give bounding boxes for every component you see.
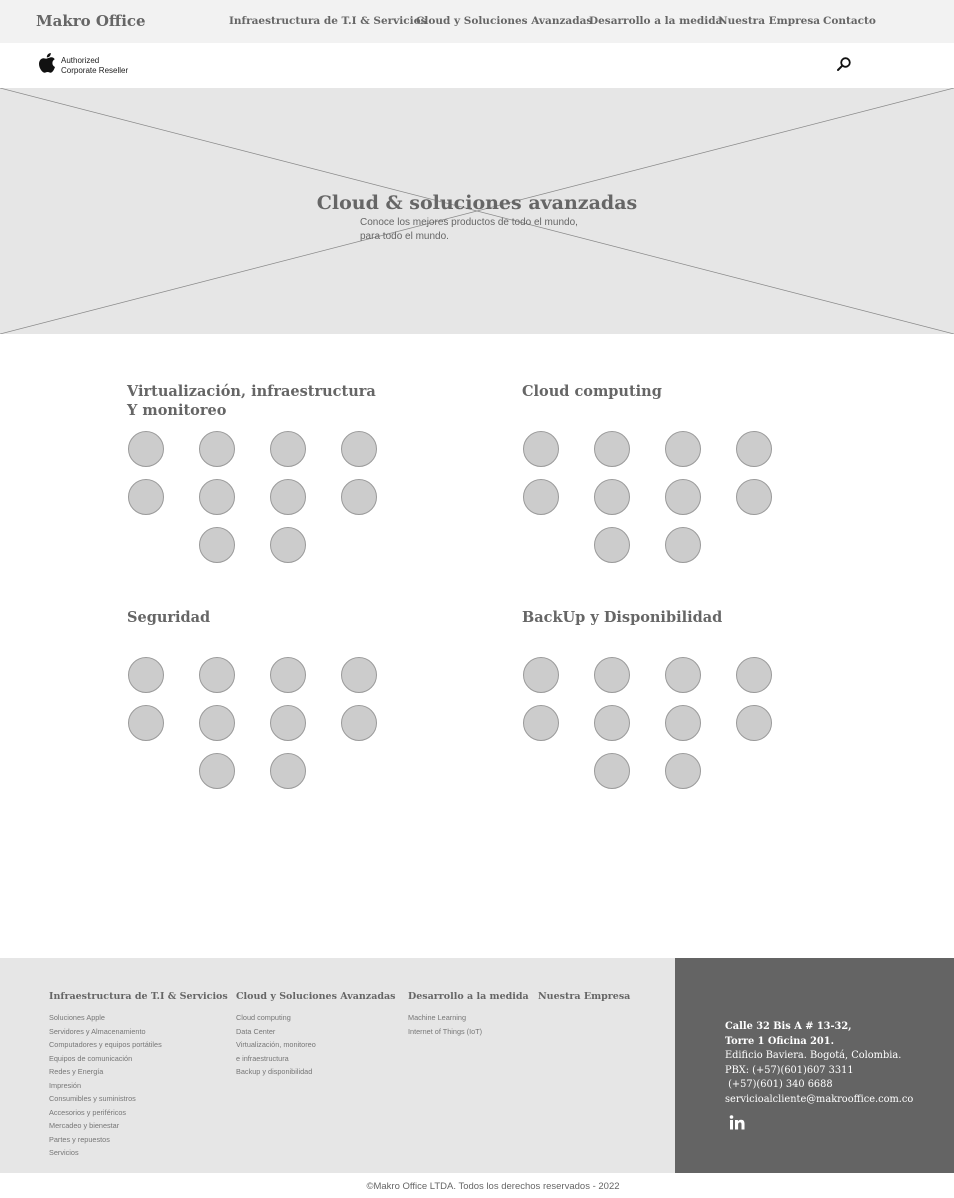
section-title-cloud: Cloud computing	[522, 383, 662, 400]
copyright-text: ©Makro Office LTDA. Todos los derechos reservados - 2022	[366, 1181, 620, 1192]
hero-banner	[0, 88, 954, 334]
nav-empresa[interactable]: Nuestra Empresa	[718, 15, 821, 27]
product-icon-placeholder[interactable]	[594, 431, 630, 467]
nav-contacto[interactable]: Contacto	[823, 15, 876, 27]
product-icon-placeholder[interactable]	[341, 479, 377, 515]
contact-pbx: PBX: (+57)(601)607 3311	[725, 1064, 854, 1076]
footer-links-desarrollo	[408, 1011, 482, 1038]
product-icon-placeholder[interactable]	[128, 431, 164, 467]
footer-link[interactable]: e infraestructura	[236, 1053, 289, 1063]
product-icon-placeholder[interactable]	[736, 479, 772, 515]
footer-link[interactable]: Servidores y Almacenamiento	[49, 1026, 146, 1036]
footer-links-infraestructura	[49, 1011, 162, 1160]
product-icon-placeholder[interactable]	[736, 705, 772, 741]
footer-link[interactable]: Partes y repuestos	[49, 1134, 110, 1144]
product-icon-placeholder[interactable]	[199, 753, 235, 789]
product-icon-placeholder[interactable]	[594, 479, 630, 515]
apple-icon	[38, 52, 57, 74]
hero-subtitle: Conoce los mejores productos de todo el mundo, para todo el mundo.	[360, 217, 578, 242]
sub-header	[0, 43, 954, 88]
product-icon-placeholder[interactable]	[199, 479, 235, 515]
product-icon-placeholder[interactable]	[270, 657, 306, 693]
product-icon-placeholder[interactable]	[270, 753, 306, 789]
authorized-reseller-badge: Authorized Corporate Reseller	[61, 56, 129, 75]
product-icon-placeholder[interactable]	[128, 479, 164, 515]
footer-link[interactable]: Soluciones Apple	[49, 1013, 105, 1022]
footer-link[interactable]: Impresión	[49, 1080, 82, 1090]
footer-link[interactable]: Cloud computing	[236, 1013, 291, 1022]
footer-link[interactable]: Machine Learning	[408, 1013, 467, 1022]
search-icon[interactable]	[836, 56, 852, 72]
product-icon-placeholder[interactable]	[665, 657, 701, 693]
product-icon-placeholder[interactable]	[341, 657, 377, 693]
product-icon-placeholder[interactable]	[341, 431, 377, 467]
footer-link[interactable]: Data Center	[236, 1026, 276, 1036]
contact-email[interactable]: servicioalcliente@makrooffice.com.co	[725, 1093, 914, 1105]
footer-col-title-infraestructura[interactable]: Infraestructura de T.I & Servicios	[49, 991, 228, 1002]
product-icon-placeholder[interactable]	[128, 705, 164, 741]
product-icon-placeholder[interactable]	[128, 657, 164, 693]
product-icon-placeholder[interactable]	[736, 431, 772, 467]
product-icon-placeholder[interactable]	[523, 431, 559, 467]
nav-cloud[interactable]: Cloud y Soluciones Avanzadas	[416, 15, 593, 27]
product-icon-placeholder[interactable]	[665, 431, 701, 467]
footer-col-title-cloud[interactable]: Cloud y Soluciones Avanzadas	[236, 991, 396, 1002]
product-icon-placeholder[interactable]	[594, 527, 630, 563]
brand-logo[interactable]: Makro Office	[36, 12, 146, 30]
contact-info	[725, 1020, 913, 1107]
nav-infraestructura[interactable]: Infraestructura de T.I & Servicios	[229, 15, 427, 27]
contact-phone: (+57)(601) 340 6688	[725, 1079, 833, 1090]
product-icon-placeholder[interactable]	[199, 527, 235, 563]
footer-links-cloud	[236, 1011, 316, 1079]
product-icon-placeholder[interactable]	[665, 479, 701, 515]
product-icon-placeholder[interactable]	[594, 657, 630, 693]
contact-address-line2: Torre 1 Oficina 201.	[725, 1035, 834, 1047]
product-icon-placeholder[interactable]	[665, 527, 701, 563]
product-icon-placeholder[interactable]	[199, 657, 235, 693]
footer-link[interactable]: Virtualización, monitoreo	[236, 1040, 316, 1049]
footer-link[interactable]: Internet of Things (IoT)	[408, 1026, 483, 1036]
footer-col-title-desarrollo[interactable]: Desarrollo a la medida	[408, 991, 529, 1002]
product-icon-placeholder[interactable]	[199, 431, 235, 467]
footer-link[interactable]: Accesorios y periféricos	[49, 1107, 127, 1117]
hero-title: Cloud & soluciones avanzadas	[316, 192, 638, 214]
product-icon-placeholder[interactable]	[270, 705, 306, 741]
product-icon-placeholder[interactable]	[270, 527, 306, 563]
footer-link[interactable]: Computadores y equipos portátiles	[49, 1040, 162, 1049]
footer-link[interactable]: Backup y disponibilidad	[236, 1067, 313, 1076]
footer-link[interactable]: Consumibles y suministros	[49, 1094, 136, 1103]
product-icon-placeholder[interactable]	[523, 479, 559, 515]
footer-col-title-empresa[interactable]: Nuestra Empresa	[538, 991, 631, 1002]
contact-building: Edificio Baviera. Bogotá, Colombia.	[725, 1050, 902, 1061]
product-icon-placeholder[interactable]	[270, 431, 306, 467]
footer-link[interactable]: Equipos de comunicación	[49, 1053, 133, 1063]
product-icon-placeholder[interactable]	[523, 657, 559, 693]
section-title-backup: BackUp y Disponibilidad	[522, 609, 723, 626]
footer-link[interactable]: Servicios	[49, 1148, 79, 1157]
product-icon-placeholder[interactable]	[270, 479, 306, 515]
product-icon-placeholder[interactable]	[594, 705, 630, 741]
contact-address-line1: Calle 32 Bis A # 13-32,	[725, 1021, 852, 1032]
product-icon-placeholder[interactable]	[736, 657, 772, 693]
footer-link[interactable]: Redes y Energía	[49, 1067, 104, 1076]
product-icon-placeholder[interactable]	[665, 705, 701, 741]
section-title-virtualizacion: Virtualización, infraestructura Y monitoreo	[127, 383, 376, 419]
section-title-seguridad: Seguridad	[127, 609, 211, 626]
product-icon-placeholder[interactable]	[523, 705, 559, 741]
linkedin-icon[interactable]	[729, 1115, 745, 1130]
product-icon-placeholder[interactable]	[341, 705, 377, 741]
nav-desarrollo[interactable]: Desarrollo a la medida	[589, 15, 723, 27]
product-icon-placeholder[interactable]	[665, 753, 701, 789]
footer-link[interactable]: Mercadeo y bienestar	[49, 1121, 120, 1130]
product-icon-placeholder[interactable]	[594, 753, 630, 789]
product-icon-placeholder[interactable]	[199, 705, 235, 741]
